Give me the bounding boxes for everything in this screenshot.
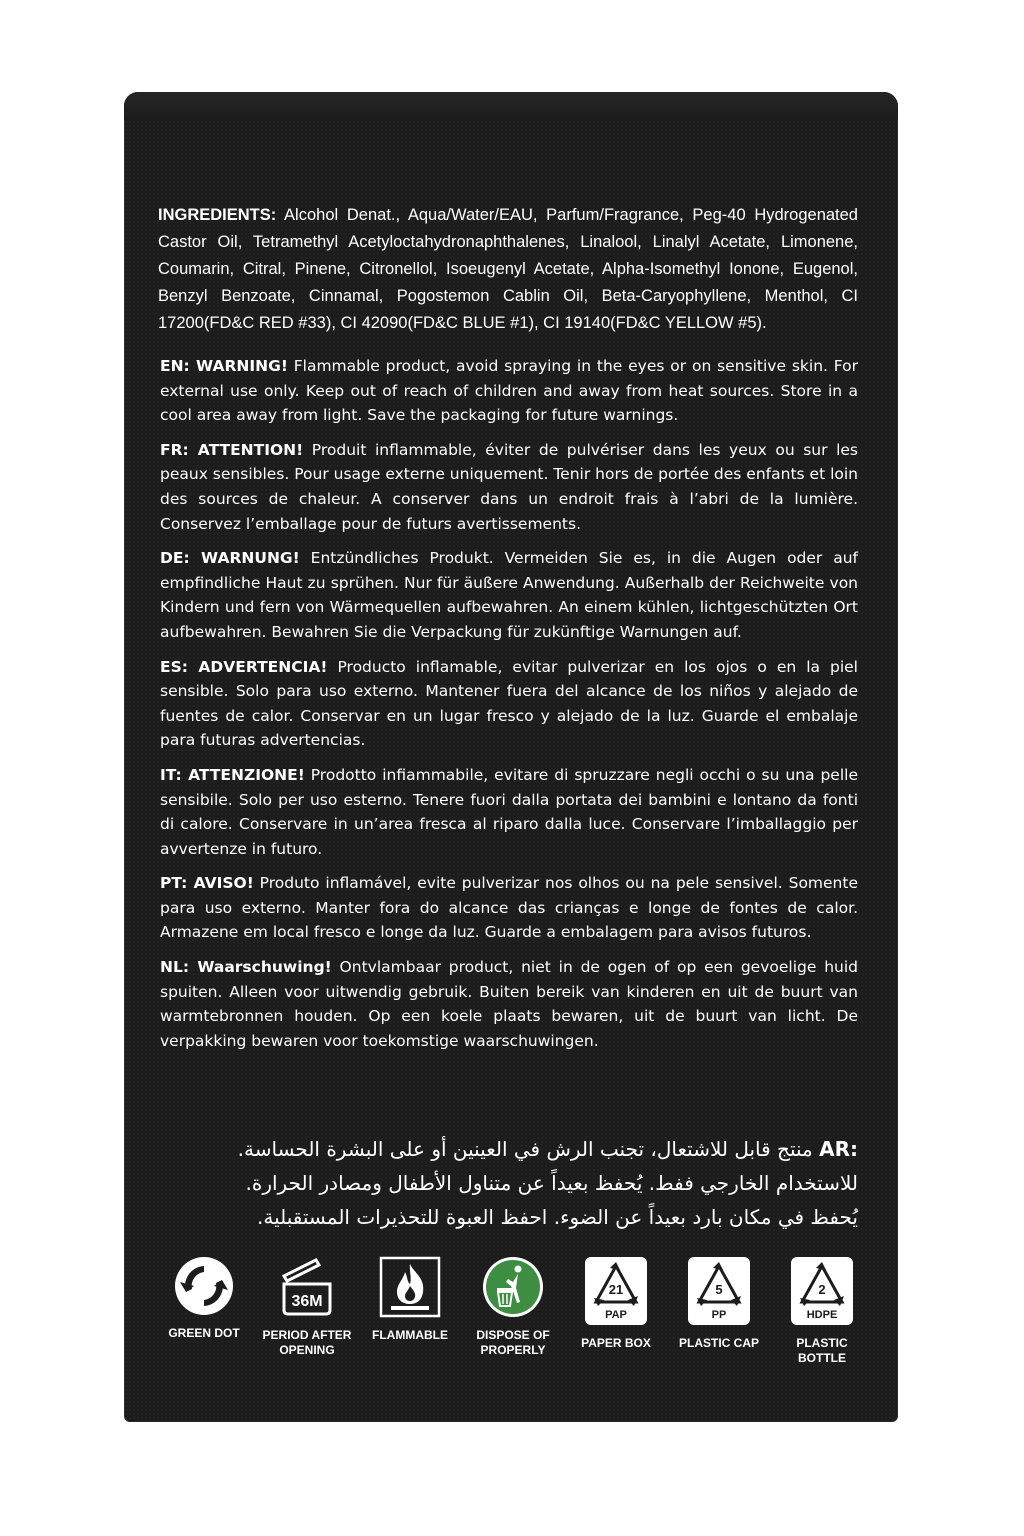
warning-label: EN: WARNING! bbox=[160, 357, 288, 375]
symbol-paper-box bbox=[566, 1256, 666, 1351]
warning-text: Produto inflamável, evite pulverizar nos olhos ou na pele sensivel. Somente para uso externo. Manter fora do alcance das crianças e longe de fontes de calor. Armazene em local fresco e longe da luz. Guarde a embalagem para avisos futuros. bbox=[160, 874, 858, 942]
warning-text: Prodotto infiammabile, evitare di spruzzare negli occhi o su una pelle sensibile. Solo per uso esterno. Tenere fuori dalla portata dei bambini e lontano da fonti di calore. Conservare in un’area fresca al riparo dalla luce. Conservare l’imballaggio per avvertenze in futuro. bbox=[160, 765, 858, 858]
warning-pt bbox=[160, 871, 858, 945]
packaging-back-panel bbox=[124, 92, 898, 1422]
warning-text: Flammable product, avoid spraying in the eyes or on sensitive skin. For external use only. Keep out of reach of children and away from heat sources. Store in a cool area away from light. Save the packaging for future warnings. bbox=[160, 357, 859, 425]
open-jar-icon bbox=[276, 1256, 338, 1318]
recycle-number: 5 bbox=[715, 1282, 723, 1297]
green-dot-icon bbox=[174, 1256, 234, 1316]
pao-badge: 36M bbox=[291, 1293, 323, 1310]
warning-text: Ontvlambaar product, niet in de ogen of op een gevoelige huid spuiten. Alleen voor uitwendig gebruik. Buiten bereik van kinderen en uit de buurt van warmtebronnen houden. Op een koele plaats bewaren, uit de buurt van licht. De verpakking bewaren voor toekomstige waarschuwingen. bbox=[160, 958, 858, 1050]
warning-nl bbox=[160, 955, 858, 1053]
symbol-label: GREEN DOT bbox=[168, 1326, 240, 1340]
arabic-line-1 bbox=[160, 1132, 858, 1166]
arabic-line-3: يُحفظ في مكان بارد بعيداً عن الضوء. احفظ العبوة للتحذيرات المستقبلية. bbox=[257, 1205, 858, 1229]
flame-icon bbox=[379, 1256, 441, 1318]
warning-label: NL: Waarschuwing! bbox=[160, 958, 332, 977]
arabic-label: AR: bbox=[819, 1137, 858, 1161]
warnings-block bbox=[160, 354, 858, 1063]
recycle-triangle-icon bbox=[584, 1256, 648, 1326]
symbol-label: PLASTIC CAP bbox=[678, 1336, 759, 1350]
arabic-line-2: للاستخدام الخارجي ففط. يُحفظ بعيداً عن متناول الأطفال ومصادر الحرارة. bbox=[245, 1171, 858, 1195]
box-top-edge bbox=[124, 92, 898, 120]
symbol-period-after-opening bbox=[257, 1256, 357, 1358]
warning-label: ES: ADVERTENCIA! bbox=[160, 657, 328, 676]
recycle-number: 2 bbox=[818, 1282, 826, 1297]
warning-label: DE: WARNUNG! bbox=[160, 549, 300, 568]
warning-fr bbox=[160, 438, 858, 536]
warning-text: Producto inflamable, evitar pulverizar en los ojos o en la piel sensible. Solo para uso externo. Mantener fuera del alcance de los niños y alejado de fuentes de calor. Conservar en un lugar fresco y alejado de la luz. Guarde el embalaje para futuras advertencias. bbox=[160, 657, 858, 750]
recycle-triangle-icon bbox=[687, 1256, 751, 1326]
warning-label: IT: ATTENZIONE! bbox=[160, 765, 305, 784]
symbol-label: PERIOD AFTER OPENING bbox=[262, 1328, 352, 1357]
warning-text: Entzündliches Produkt. Vermeiden Sie es, in die Augen oder auf empfindliche Haut zu sprühen. Nur für äußere Anwendung. Außerhalb der Reichweite von Kindern und fern von Wärmequellen aufbewahren. An einem kühlen, lichtgeschützten Ort aufbewahren. Bewahren Sie die Verpackung für zukünftige Warnungen auf. bbox=[160, 549, 859, 641]
warning-label: PT: AVISO! bbox=[160, 874, 254, 893]
symbol-label: DISPOSE OF PROPERLY bbox=[476, 1328, 550, 1357]
warning-es bbox=[160, 655, 858, 753]
warning-de bbox=[160, 546, 858, 644]
recycle-triangle-icon bbox=[790, 1256, 854, 1326]
symbol-label: PAPER BOX bbox=[581, 1336, 651, 1350]
arabic-text-1: منتج قابل للاشتعال، تجنب الرش في العينين أو على البشرة الحساسة. bbox=[237, 1137, 820, 1161]
recycle-code: HDPE bbox=[806, 1309, 838, 1321]
symbol-flammable bbox=[360, 1256, 460, 1343]
recycle-code: PP bbox=[711, 1309, 727, 1321]
symbol-plastic-bottle bbox=[772, 1256, 872, 1366]
warning-it bbox=[160, 763, 858, 861]
symbols-row bbox=[154, 1256, 866, 1406]
ingredients-block bbox=[158, 202, 858, 337]
recycle-number: 21 bbox=[608, 1282, 624, 1297]
warning-label: FR: ATTENTION! bbox=[160, 440, 304, 459]
warning-ar bbox=[160, 1132, 858, 1234]
warning-text: Produit inflammable, éviter de pulvériser dans les yeux ou sur les peaux sensibles. Pour usage externe uniquement. Tenir hors de portée des enfants et loin des sources de chaleur. A conserver dans un endroit frais à l’abri de la lumière. Conservez l’emballage pour de futurs avertissements. bbox=[160, 440, 858, 533]
warning-en bbox=[160, 354, 858, 428]
symbol-dispose-properly bbox=[463, 1256, 563, 1358]
ingredients-text: Alcohol Denat., Aqua/Water/EAU, Parfum/Fragrance, Peg-40 Hydrogenated Castor Oil, Tetramethyl Acetyloctahydronaphthalenes, Linalool, Linalyl Acetate, Limonene, Coumarin, Citral, Pinene, Citronellol, Isoeugenyl Acetate, Alpha-Isomethyl Ionone, Eugenol, Benzyl Benzoate, Cinnamal, Pogostemon Cablin Oil, Beta-Caryophyllene, Menthol, CI 17200(FD&C RED #33), CI 42090(FD&C BLUE #1), CI 19140(FD&C YELLOW #5). bbox=[158, 206, 858, 332]
symbol-label: PLASTIC BOTTLE bbox=[796, 1336, 848, 1365]
recycle-code: PAP bbox=[605, 1309, 627, 1321]
symbol-label: FLAMMABLE bbox=[372, 1328, 448, 1342]
symbol-plastic-cap bbox=[669, 1256, 769, 1351]
ingredients-label: INGREDIENTS: bbox=[158, 206, 277, 224]
symbol-green-dot bbox=[154, 1256, 254, 1341]
tidyman-icon bbox=[482, 1256, 544, 1318]
